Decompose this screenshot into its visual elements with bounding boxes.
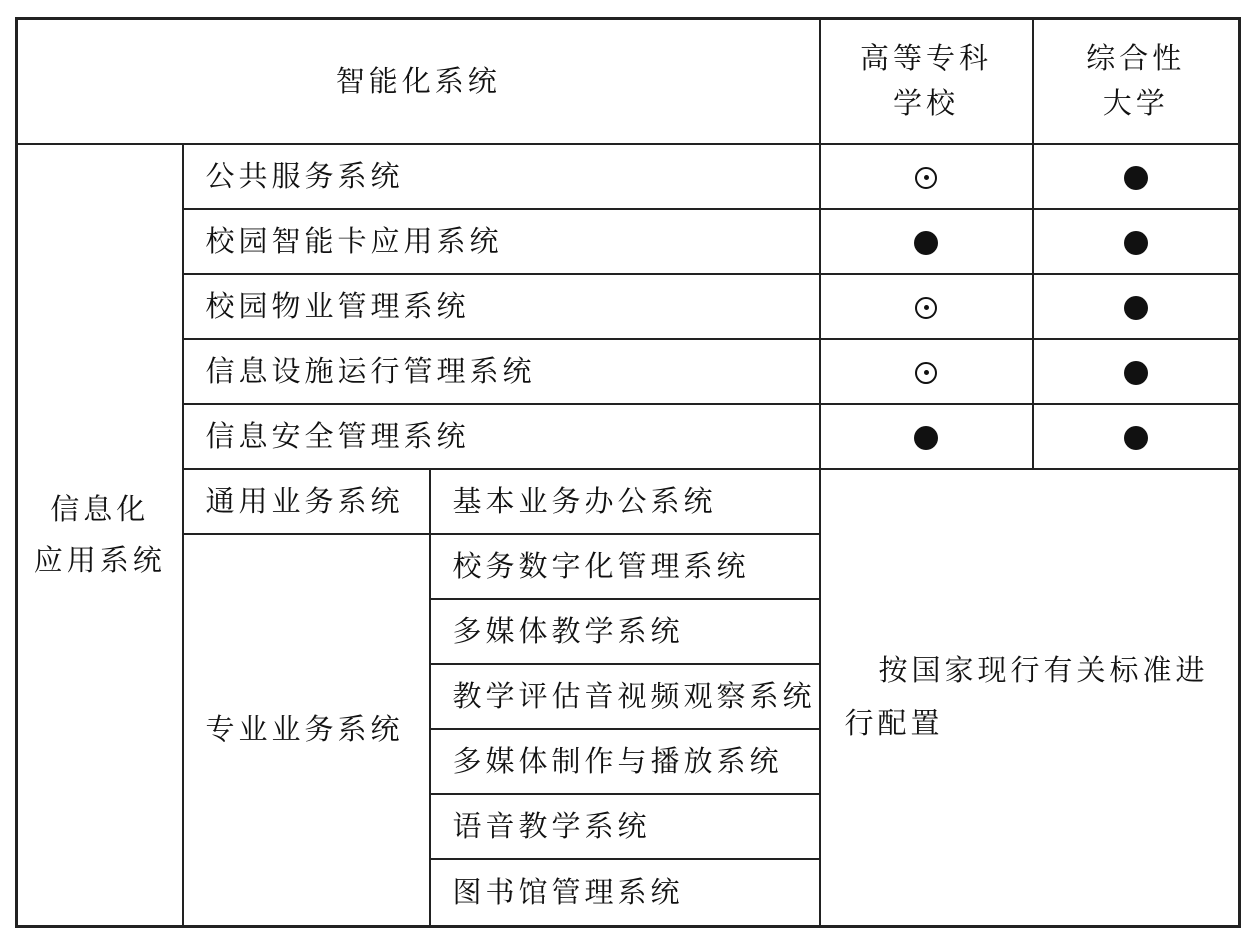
system-name: 信息设施运行管理系统 bbox=[183, 339, 820, 404]
optional-dot-icon bbox=[915, 167, 937, 189]
optional-dot-icon bbox=[915, 297, 937, 319]
university-rating bbox=[1033, 209, 1240, 274]
college-rating bbox=[820, 274, 1033, 339]
table-row bbox=[17, 274, 1240, 339]
general-category: 通用业务系统 bbox=[183, 469, 430, 534]
group-label-line2: 应用系统 bbox=[33, 542, 166, 577]
professional-item: 多媒体制作与播放系统 bbox=[430, 729, 820, 794]
professional-item: 图书馆管理系统 bbox=[430, 859, 820, 927]
header-college-line2: 学校 bbox=[892, 86, 959, 121]
university-rating bbox=[1033, 339, 1240, 404]
header-college-line1: 高等专科 bbox=[859, 41, 992, 76]
header-row bbox=[17, 19, 1240, 144]
intelligent-systems-table bbox=[15, 17, 1241, 928]
system-name: 公共服务系统 bbox=[183, 144, 820, 209]
table-row bbox=[17, 144, 1240, 209]
university-rating bbox=[1033, 274, 1240, 339]
college-rating bbox=[820, 404, 1033, 469]
system-name: 信息安全管理系统 bbox=[183, 404, 820, 469]
optional-dot-icon bbox=[915, 362, 937, 384]
table-row bbox=[17, 209, 1240, 274]
group-label-line1: 信息化 bbox=[50, 492, 150, 526]
professional-category: 专业业务系统 bbox=[183, 534, 430, 927]
header-college-col bbox=[820, 19, 1033, 144]
header-university-line2: 大学 bbox=[1102, 86, 1169, 121]
config-note-line2: 行配置 bbox=[844, 706, 944, 741]
required-dot-icon bbox=[1124, 166, 1148, 190]
professional-item: 语音教学系统 bbox=[430, 794, 820, 859]
header-system-title: 智能化系统 bbox=[17, 19, 820, 144]
table-row bbox=[17, 339, 1240, 404]
system-name: 校园物业管理系统 bbox=[183, 274, 820, 339]
college-rating bbox=[820, 339, 1033, 404]
college-rating bbox=[820, 209, 1033, 274]
required-dot-icon bbox=[1124, 296, 1148, 320]
required-dot-icon bbox=[914, 426, 938, 450]
professional-item: 校务数字化管理系统 bbox=[430, 534, 820, 599]
system-name: 校园智能卡应用系统 bbox=[183, 209, 820, 274]
header-university-col bbox=[1033, 19, 1240, 144]
required-dot-icon bbox=[914, 231, 938, 255]
required-dot-icon bbox=[1124, 231, 1148, 255]
general-item: 基本业务办公系统 bbox=[430, 469, 820, 534]
table-row bbox=[17, 469, 1240, 534]
header-university-line1: 综合性 bbox=[1086, 41, 1186, 76]
required-dot-icon bbox=[1124, 361, 1148, 385]
university-rating bbox=[1033, 404, 1240, 469]
config-note-line1: 按国家现行有关标准进 bbox=[878, 652, 1209, 687]
college-rating bbox=[820, 144, 1033, 209]
table-row bbox=[17, 404, 1240, 469]
professional-item: 教学评估音视频观察系统 bbox=[430, 664, 820, 729]
university-rating bbox=[1033, 144, 1240, 209]
required-dot-icon bbox=[1124, 426, 1148, 450]
config-note bbox=[820, 469, 1240, 927]
group-label-cell bbox=[17, 144, 183, 927]
professional-item: 多媒体教学系统 bbox=[430, 599, 820, 664]
